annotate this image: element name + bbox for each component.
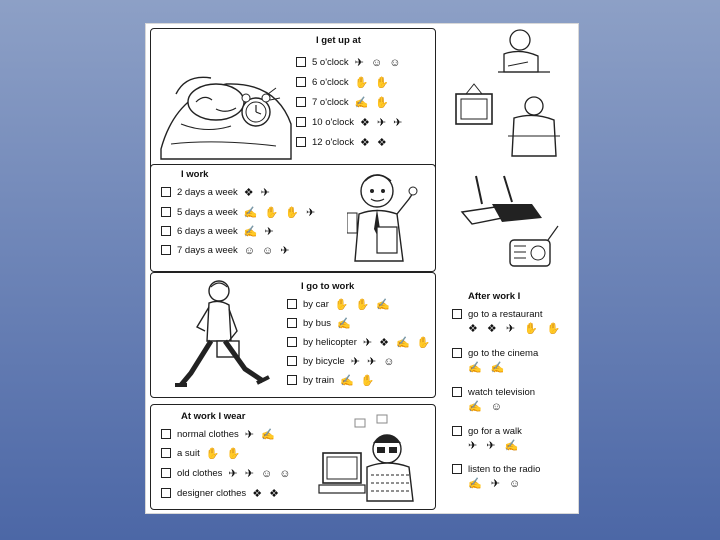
option-label: listen to the radio xyxy=(468,463,541,475)
option-label: by bus xyxy=(303,317,331,329)
checkbox[interactable] xyxy=(452,309,462,319)
checkbox[interactable] xyxy=(161,226,171,236)
rating-icons: ✍ ✍ xyxy=(468,362,508,374)
rating-icons: ✍ ✋ xyxy=(354,96,392,109)
sleeping-man-illustration xyxy=(156,54,296,164)
walking-man-illustration xyxy=(171,277,271,395)
rating-icons: ✈ ✈ ✍ xyxy=(468,440,522,452)
option-label: 6 days a week xyxy=(177,225,238,237)
rating-icons: ✍ ☺ xyxy=(468,401,505,413)
option-row[interactable] xyxy=(161,446,242,460)
checkbox[interactable] xyxy=(287,299,297,309)
rating-icons: ✋ ✋ ✍ xyxy=(334,298,393,311)
option-label: 7 days a week xyxy=(177,244,238,256)
option-row[interactable] xyxy=(161,243,292,257)
option-label: 12 o'clock xyxy=(312,136,354,148)
evening-illustrations xyxy=(442,26,574,276)
option-label: by train xyxy=(303,374,335,386)
rating-icons: ✍ ✋ ✋ ✈ xyxy=(243,206,318,219)
option-row[interactable] xyxy=(296,115,404,129)
option-row[interactable] xyxy=(296,55,402,69)
option-label: 5 days a week xyxy=(177,206,238,218)
option-label: go to the cinema xyxy=(468,347,539,359)
rating-icons: ✍ xyxy=(337,317,353,330)
checkbox[interactable] xyxy=(296,77,306,87)
option-label: 2 days a week xyxy=(177,186,238,198)
checkbox[interactable] xyxy=(287,356,297,366)
wear-section xyxy=(150,404,436,510)
checkbox[interactable] xyxy=(296,97,306,107)
section-title: After work I xyxy=(468,291,521,302)
section-title: I get up at xyxy=(316,35,361,46)
rating-icons: ✈ ☺ ☺ xyxy=(354,56,403,69)
rating-icons: ✍ ✋ xyxy=(340,374,377,387)
checkbox[interactable] xyxy=(161,448,171,458)
checkbox[interactable] xyxy=(452,348,462,358)
option-row[interactable] xyxy=(161,224,276,238)
go-to-work-section xyxy=(150,272,436,398)
option-row[interactable] xyxy=(452,307,548,321)
option-row[interactable] xyxy=(452,346,544,360)
option-row[interactable] xyxy=(287,316,353,330)
checkbox[interactable] xyxy=(161,488,171,498)
option-row[interactable] xyxy=(287,373,377,387)
option-row[interactable] xyxy=(287,297,392,311)
option-label: designer clothes xyxy=(177,487,247,499)
option-row[interactable] xyxy=(287,354,397,368)
checkbox[interactable] xyxy=(287,375,297,385)
option-label: 7 o'clock xyxy=(312,96,349,108)
option-label: go to a restaurant xyxy=(468,308,543,320)
option-label: by bicycle xyxy=(303,355,345,367)
worksheet xyxy=(145,23,579,514)
option-row[interactable] xyxy=(161,466,293,480)
checkbox[interactable] xyxy=(287,318,297,328)
rating-icons: ❖ ✈ ✈ xyxy=(359,116,405,129)
checkbox[interactable] xyxy=(161,187,171,197)
get-up-section xyxy=(150,28,436,174)
option-row[interactable] xyxy=(161,205,317,219)
option-label: 6 o'clock xyxy=(312,76,349,88)
option-row[interactable] xyxy=(287,335,433,349)
rating-icons: ✈ ✈ ☺ xyxy=(350,355,397,368)
option-label: old clothes xyxy=(177,467,223,479)
rating-icons: ✋ ✋ xyxy=(354,76,392,89)
checkbox[interactable] xyxy=(452,426,462,436)
option-label: 5 o'clock xyxy=(312,56,349,68)
rating-icons: ✍ ✈ xyxy=(243,225,276,238)
option-row[interactable] xyxy=(452,462,546,476)
option-row[interactable] xyxy=(452,385,541,399)
rating-icons: ✍ ✈ ☺ xyxy=(468,478,524,490)
rating-icons: ✈ ✈ ☺ ☺ xyxy=(228,467,293,480)
option-row[interactable] xyxy=(161,185,272,199)
option-row[interactable] xyxy=(161,427,277,441)
checkbox[interactable] xyxy=(296,137,306,147)
option-label: normal clothes xyxy=(177,428,239,440)
checkbox[interactable] xyxy=(161,429,171,439)
rating-icons: ❖ ❖ xyxy=(252,487,281,500)
rating-icons: ❖ ❖ ✈ ✋ ✋ xyxy=(468,323,564,335)
option-row[interactable] xyxy=(296,75,391,89)
section-title: At work I wear xyxy=(181,411,246,422)
option-label: 10 o'clock xyxy=(312,116,354,128)
option-label: go for a walk xyxy=(468,425,522,437)
rating-icons: ✈ ✍ xyxy=(244,428,277,441)
option-row[interactable] xyxy=(296,95,391,109)
office-worker-illustration xyxy=(347,169,427,267)
option-row[interactable] xyxy=(452,424,528,438)
option-label: a suit xyxy=(177,447,200,459)
checkbox[interactable] xyxy=(452,464,462,474)
section-title: I work xyxy=(181,169,209,180)
checkbox[interactable] xyxy=(452,387,462,397)
rating-icons: ❖ ✈ xyxy=(243,186,272,199)
computer-worker-illustration xyxy=(317,413,421,505)
work-section xyxy=(150,164,436,272)
rating-icons: ☺ ☺ ✈ xyxy=(243,244,292,257)
checkbox[interactable] xyxy=(296,57,306,67)
rating-icons: ✋ ✋ xyxy=(205,447,243,460)
option-row[interactable] xyxy=(161,486,281,500)
option-row[interactable] xyxy=(296,135,389,149)
option-label: by car xyxy=(303,298,329,310)
checkbox[interactable] xyxy=(161,245,171,255)
checkbox[interactable] xyxy=(161,468,171,478)
checkbox[interactable] xyxy=(287,337,297,347)
rating-icons: ✈ ❖ ✍ ✋ xyxy=(362,336,433,349)
option-label: watch television xyxy=(468,386,536,398)
checkbox[interactable] xyxy=(161,207,171,217)
rating-icons: ❖ ❖ xyxy=(359,136,389,149)
option-label: by helicopter xyxy=(303,336,357,348)
checkbox[interactable] xyxy=(296,117,306,127)
section-title: I go to work xyxy=(301,281,355,292)
